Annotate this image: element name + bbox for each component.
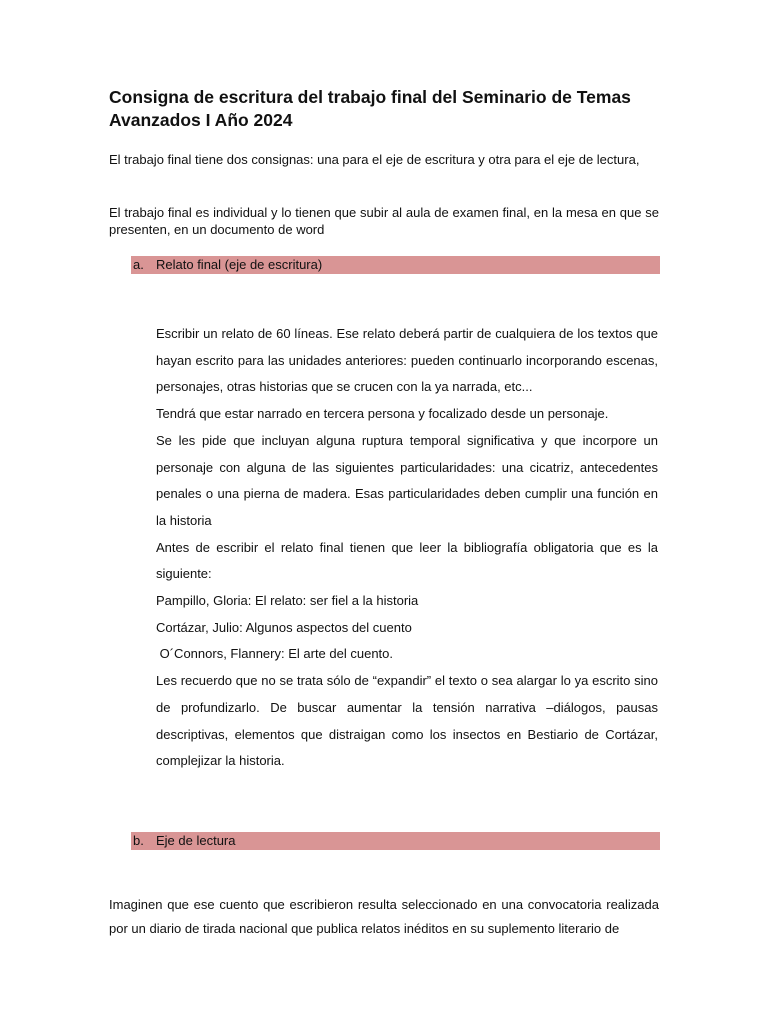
section-b-heading-text: Eje de lectura bbox=[156, 833, 236, 848]
section-a-heading bbox=[131, 256, 660, 274]
intro-paragraph-1: El trabajo final tiene dos consignas: una para el eje de escritura y otra para el eje de lectura, bbox=[109, 152, 640, 167]
section-a-paragraph: Escribir un relato de 60 líneas. Ese relato deberá partir de cualquiera de los textos que hayan escrito para las unidades anteriores: pueden continuarlo incorporando escenas, personajes, otras historias que se crucen con la ya narrada, etc... bbox=[156, 326, 658, 395]
bibliography-item: Pampillo, Gloria: El relato: ser fiel a la historia bbox=[156, 593, 419, 609]
document-title: Consigna de escritura del trabajo final del Seminario de Temas Avanzados I Año 2024 bbox=[109, 87, 631, 130]
bibliography-item: Cortázar, Julio: Algunos aspectos del cuento bbox=[156, 619, 412, 635]
section-b-paragraph: Imaginen que ese cuento que escribieron resulta seleccionado en una convocatoria realizada por un diario de tirada nacional que publica relatos inéditos en su suplemento literario de bbox=[109, 897, 659, 936]
section-a-body bbox=[156, 321, 658, 775]
section-b-heading bbox=[131, 832, 660, 850]
section-a-marker: a. bbox=[133, 257, 144, 272]
section-a-paragraph: Se les pide que incluyan alguna ruptura temporal significativa y que incorpore un personaje con alguna de las siguientes particularidades: una cicatriz, antecedentes penales o una pierna de madera. Esas particularidades deben cumplir una función en la historia bbox=[156, 432, 658, 528]
section-a-heading-text: Relato final (eje de escritura) bbox=[156, 257, 323, 272]
section-b-marker: b. bbox=[133, 833, 144, 848]
section-a-paragraph: Les recuerdo que no se trata sólo de “expandir” el texto o sea alargar lo ya escrito sino de profundizarlo. De buscar aumentar la tensión narrativa –diálogos, pausas descriptivas, elementos que distraigan como los insectos en Bestiario de Cortázar, complejizar la historia. bbox=[156, 673, 658, 769]
section-a-paragraph: Antes de escribir el relato final tienen que leer la bibliografía obligatoria que es la siguiente: bbox=[156, 539, 658, 582]
bibliography-item: O´Connors, Flannery: El arte del cuento. bbox=[156, 646, 394, 662]
section-b-body bbox=[109, 893, 659, 941]
intro-paragraph-2: El trabajo final es individual y lo tienen que subir al aula de examen final, en la mesa en que se presenten, en un documento de word bbox=[109, 205, 659, 237]
section-a-paragraph: Tendrá que estar narrado en tercera persona y focalizado desde un personaje. bbox=[156, 406, 609, 422]
